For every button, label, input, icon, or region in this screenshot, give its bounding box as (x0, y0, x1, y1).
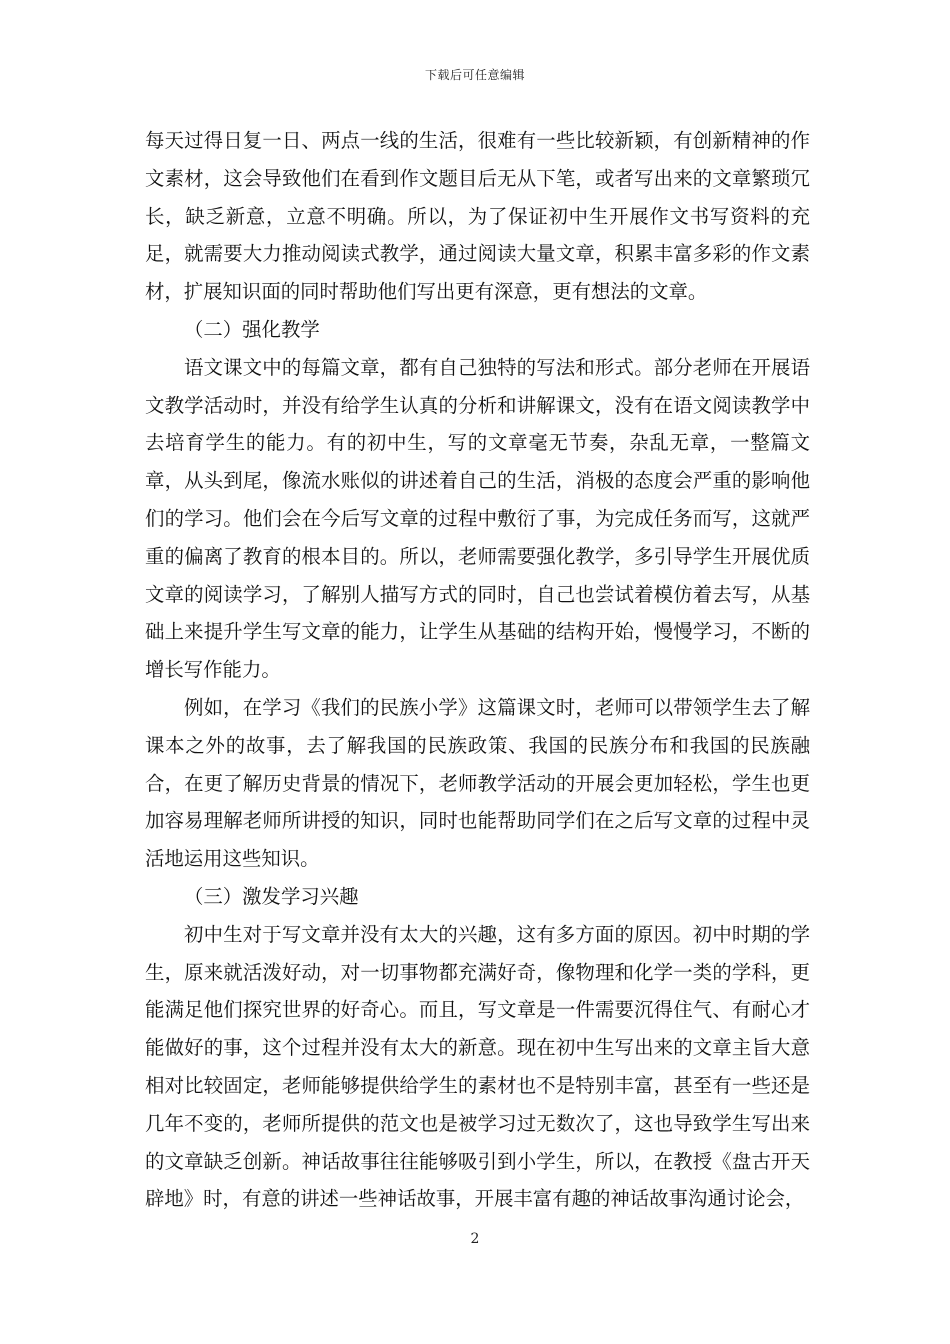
page-number: 2 (470, 1231, 480, 1247)
paragraph-strengthen-teaching: 语文课文中的每篇文章，都有自己独特的写法和形式。部分老师在开展语文教学活动时，并没有给学生认真的分析和讲解课文，没有在语文阅读教学中去培育学生的能力。有的初中生，写的文章毫无节奏，杂乱无章，一整篇文章，从头到尾，像流水账似的讲述着自己的生活，消极的态度会严重的影响他们的学习。他们会在今后写文章的过程中敷衍了事，为完成任务而写，这就严重的偏离了教育的根本目的。所以，老师需要强化教学，多引导学生开展优质文章的阅读学习，了解别人描写方式的同时，自己也尝试着模仿着去写，从基础上来提升学生写文章的能力，让学生从基础的结构开始，慢慢学习，不断的增长写作能力。 (145, 355, 810, 682)
section-heading-stimulate-interest: （三）激发学习兴趣 (184, 884, 359, 908)
document-body (145, 122, 810, 1218)
paragraph-example: 例如，在学习《我们的民族小学》这篇课文时，老师可以带领学生去了解课本之外的故事，去了解我国的民族政策、我国的民族分布和我国的民族融合，在更了解历史背景的情况下，老师教学活动的开展会更加轻松，学生也更加容易理解老师所讲授的知识，同时也能帮助同学们在之后写文章的过程中灵活地运用这些知识。 (145, 695, 810, 871)
section-heading-strengthen-teaching: （二）强化教学 (184, 317, 320, 341)
paragraph-body-continued: 每天过得日复一日、两点一线的生活，很难有一些比较新颖，有创新精神的作文素材，这会导致他们在看到作文题目后无从下笔，或者写出来的文章繁琐冗长，缺乏新意，立意不明确。所以，为了保证初中生开展作文书写资料的充足，就需要大力推动阅读式教学，通过阅读大量文章，积累丰富多彩的作文素材，扩展知识面的同时帮助他们写出更有深意，更有想法的文章。 (145, 129, 810, 304)
paragraph-stimulate-interest: 初中生对于写文章并没有太大的兴趣，这有多方面的原因。初中时期的学生，原来就活泼好动，对一切事物都充满好奇，像物理和化学一类的学科，更能满足他们探究世界的好奇心。而且，写文章是一件需要沉得住气、有耐心才能做好的事，这个过程并没有太大的新意。现在初中生写出来的文章主旨大意相对比较固定，老师能够提供给学生的素材也不是特别丰富，甚至有一些还是几年不变的，老师所提供的范文也是被学习过无数次了，这也导致学生写出来的文章缺乏创新。神话故事往往能够吸引到小学生，所以，在教授《盘古开天辟地》时，有意的讲述一些神话故事，开展丰富有趣的神话故事沟通讨论会， (145, 922, 810, 1211)
page-header: 下载后可任意编辑 (424, 68, 525, 82)
